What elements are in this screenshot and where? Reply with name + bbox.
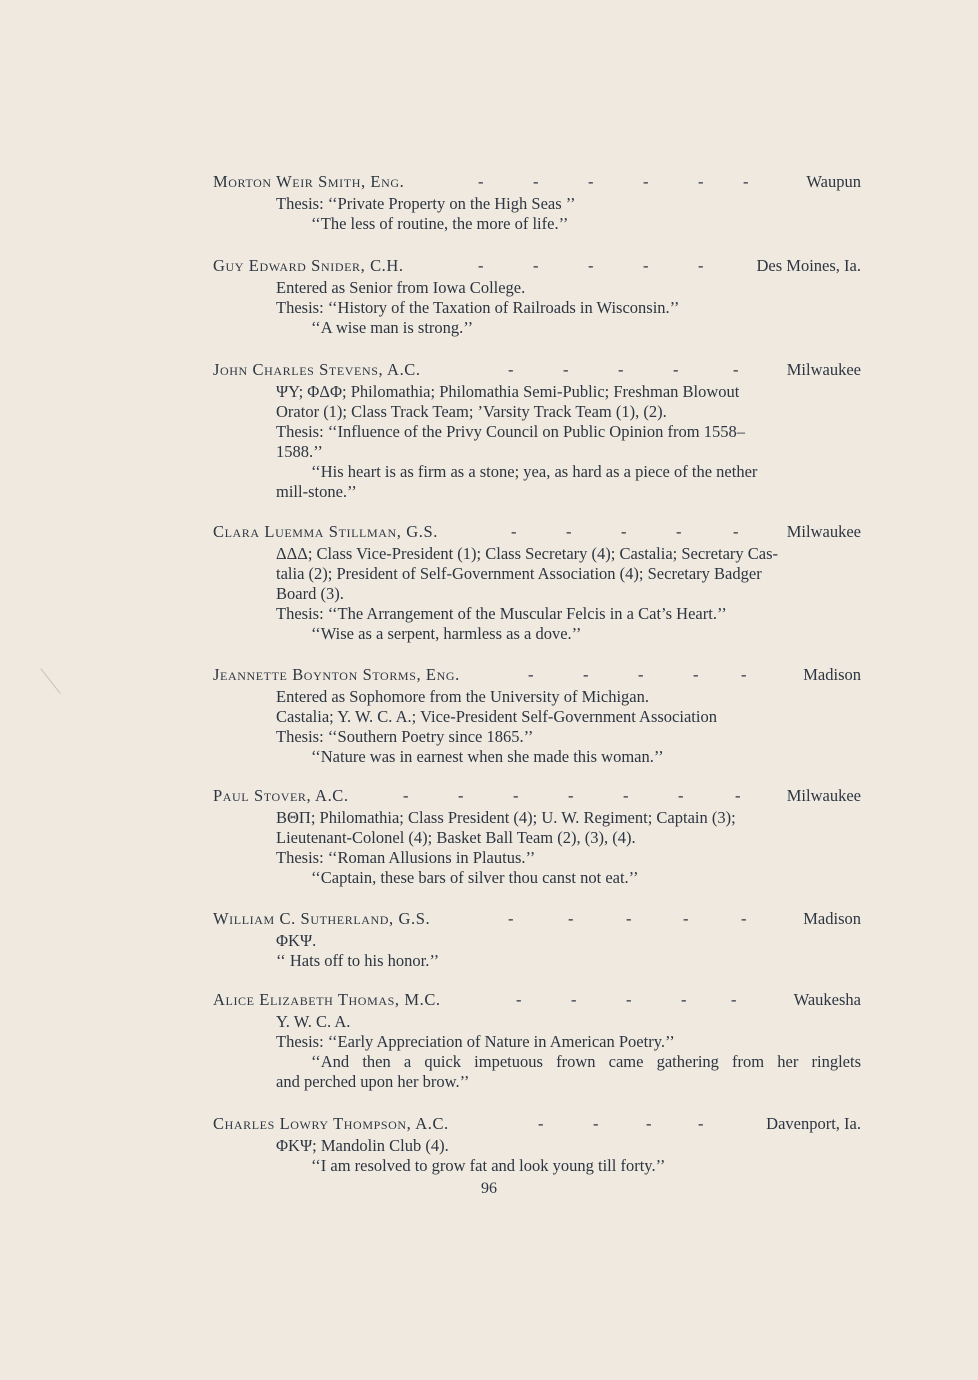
hometown: Madison <box>803 665 861 684</box>
motto-quote: ‘‘Nature was in earnest when she made this woman.’’ <box>311 747 664 766</box>
student-name: John Charles Stevens, A.C. <box>213 360 421 379</box>
student-entry <box>213 1112 861 1176</box>
entry-line: Thesis: ‘‘Southern Poetry since 1865.’’ <box>276 727 534 746</box>
entry-heading: Jeannette Boynton Storms, Eng. - - - - - Madison <box>213 663 861 687</box>
student-name: William C. Sutherland, G.S. <box>213 909 431 928</box>
student-name: Alice Elizabeth Thomas, M.C. <box>213 990 441 1009</box>
entry-line: Orator (1); Class Track Team; ’Varsity Track Team (1), (2). <box>276 402 667 421</box>
hometown: Madison <box>803 909 861 928</box>
entry-line: Board (3). <box>276 584 344 603</box>
student-entry <box>213 784 861 888</box>
hometown: Waukesha <box>793 990 861 1009</box>
hometown: Milwaukee <box>786 360 861 379</box>
motto-quote: ‘‘A wise man is strong.’’ <box>311 318 474 337</box>
entry-line: ΒΘΠ; Philomathia; Class President (4); U. W. Regiment; Captain (3); <box>276 808 736 827</box>
entry-line: Castalia; Y. W. C. A.; Vice-President Self-Government Association <box>276 707 717 726</box>
student-entry <box>213 254 861 338</box>
entry-heading: Alice Elizabeth Thomas, M.C. - - - - - Waukesha <box>213 988 861 1012</box>
page-number: 96 <box>481 1180 497 1197</box>
entry-line: Thesis: ‘‘Roman Allusions in Plautus.’’ <box>276 848 536 867</box>
hometown: Davenport, Ia. <box>766 1114 861 1133</box>
student-name: Clara Luemma Stillman, G.S. <box>213 522 438 541</box>
entry-line: Entered as Sophomore from the University of Michigan. <box>276 687 649 706</box>
student-name: Guy Edward Snider, C.H. <box>213 256 404 275</box>
entry-heading: Guy Edward Snider, C.H. - - - - - Des Moines, Ia. <box>213 254 861 278</box>
entry-line: Thesis: ‘‘Early Appreciation of Nature in American Poetry.’’ <box>276 1032 675 1051</box>
entry-line: Entered as Senior from Iowa College. <box>276 278 526 297</box>
student-name: Jeannette Boynton Storms, Eng. <box>213 665 460 684</box>
hometown: Des Moines, Ia. <box>756 256 861 275</box>
student-entry <box>213 907 861 971</box>
entry-heading: Paul Stover, A.C. - - - - - - - Milwaukee <box>213 784 861 808</box>
entry-line: 1588.’’ <box>276 442 323 461</box>
hometown: Milwaukee <box>786 522 861 541</box>
student-entry <box>213 170 861 234</box>
entry-line: Thesis: ‘‘Influence of the Privy Council on Public Opinion from 1558– <box>276 422 745 441</box>
entry-heading: Clara Luemma Stillman, G.S. - - - - - Milwaukee <box>213 520 861 544</box>
entry-line: Thesis: ‘‘The Arrangement of the Muscular Felcis in a Cat’s Heart.’’ <box>276 604 727 623</box>
student-entry <box>213 358 861 502</box>
student-name: Charles Lowry Thompson, A.C. <box>213 1114 449 1133</box>
entry-line: Thesis: ‘‘Private Property on the High Seas ’’ <box>276 194 576 213</box>
hometown: Waupun <box>806 172 861 191</box>
motto-quote: ‘‘Captain, these bars of silver thou canst not eat.’’ <box>311 868 639 887</box>
margin-mark <box>40 668 60 694</box>
entry-line: Thesis: ‘‘History of the Taxation of Railroads in Wisconsin.’’ <box>276 298 680 317</box>
motto-quote: ‘‘And then a quick impetuous frown came gathering from her ringlets <box>311 1052 861 1071</box>
student-entry <box>213 520 861 644</box>
motto-quote: ‘‘His heart is as firm as a stone; yea, as hard as a piece of the nether <box>311 462 758 481</box>
entry-line: Lieutenant-Colonel (4); Basket Ball Team (2), (3), (4). <box>276 828 636 847</box>
entry-heading: John Charles Stevens, A.C. - - - - - Milwaukee <box>213 358 861 382</box>
motto-quote: ‘‘ Hats off to his honor.’’ <box>276 951 440 970</box>
entry-heading: Morton Weir Smith, Eng. - - - - - - Waupun <box>213 170 861 194</box>
entry-heading: William C. Sutherland, G.S. - - - - - Madison <box>213 907 861 931</box>
entry-line: Y. W. C. A. <box>276 1012 351 1031</box>
motto-quote-cont: and perched upon her brow.’’ <box>276 1072 470 1091</box>
student-name: Paul Stover, A.C. <box>213 786 349 805</box>
motto-quote: ‘‘Wise as a serpent, harmless as a dove.’’ <box>311 624 582 643</box>
entry-heading: Charles Lowry Thompson, A.C. - - - - Davenport, Ia. <box>213 1112 861 1136</box>
entry-line: ΦΚΨ. <box>276 931 317 950</box>
student-entry <box>213 663 861 767</box>
entry-line: talia (2); President of Self-Government Association (4); Secretary Badger <box>276 564 762 583</box>
motto-quote: ‘‘I am resolved to grow fat and look young till forty.’’ <box>311 1156 666 1175</box>
student-entry <box>213 988 861 1092</box>
entry-line: ΨΥ; ΦΔΦ; Philomathia; Philomathia Semi-Public; Freshman Blowout <box>276 382 740 401</box>
motto-quote: ‘‘The less of routine, the more of life.’’ <box>311 214 569 233</box>
entry-line: ΦΚΨ; Mandolin Club (4). <box>276 1136 449 1155</box>
motto-quote-cont: mill-stone.’’ <box>276 482 357 501</box>
entry-line: ΔΔΔ; Class Vice-President (1); Class Secretary (4); Castalia; Secretary Cas- <box>276 544 779 563</box>
student-name: Morton Weir Smith, Eng. <box>213 172 405 191</box>
hometown: Milwaukee <box>786 786 861 805</box>
